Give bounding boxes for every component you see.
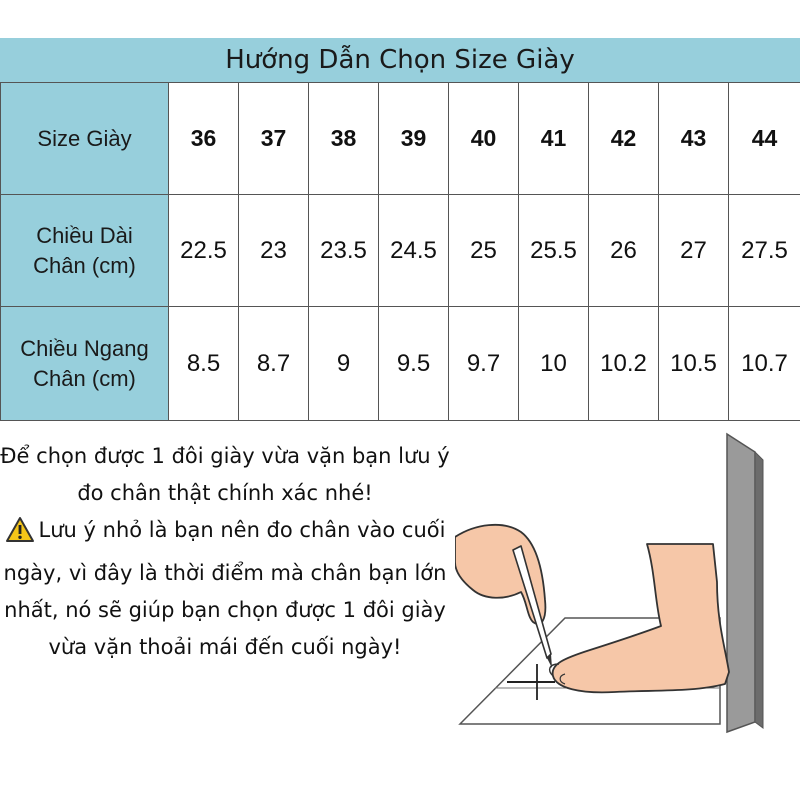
row-label-length: Chiều Dài Chân (cm) [1, 195, 169, 307]
table-cell: 10.7 [729, 307, 800, 421]
table-cell: 38 [309, 83, 379, 195]
table-cell: 39 [379, 83, 449, 195]
table-cell: 40 [449, 83, 519, 195]
table-cell: 36 [169, 83, 239, 195]
table-row-size [1, 83, 800, 195]
note-paragraph-2-text: Lưu ý nhỏ là bạn nên đo chân vào cuối ngày, vì đây là thời điểm mà chân bạn lớn nhất, nó sẽ giúp bạn chọn được 1 đôi giày vừa vặn thoải mái đến cuối ngày! [3, 518, 447, 659]
table-cell: 37 [239, 83, 309, 195]
table-cell: 10 [519, 307, 589, 421]
foot-measuring-illustration [455, 432, 785, 742]
measurement-note [0, 438, 450, 666]
table-row-width [1, 307, 800, 421]
table-cell: 9.5 [379, 307, 449, 421]
table-cell: 44 [729, 83, 800, 195]
table-cell: 23.5 [309, 195, 379, 307]
table-cell: 10.5 [659, 307, 729, 421]
row-label-size: Size Giày [1, 83, 169, 195]
table-cell: 22.5 [169, 195, 239, 307]
table-cell: 25.5 [519, 195, 589, 307]
table-cell: 27.5 [729, 195, 800, 307]
table-cell: 41 [519, 83, 589, 195]
page-title-text: Hướng Dẫn Chọn Size Giày [225, 45, 575, 75]
table-cell: 25 [449, 195, 519, 307]
note-paragraph-2 [0, 512, 450, 666]
table-cell: 10.2 [589, 307, 659, 421]
table-cell: 26 [589, 195, 659, 307]
size-chart-table [0, 82, 800, 421]
page-title [0, 38, 800, 82]
row-label-width: Chiều Ngang Chân (cm) [1, 307, 169, 421]
table-cell: 9 [309, 307, 379, 421]
table-cell: 9.7 [449, 307, 519, 421]
table-cell: 8.7 [239, 307, 309, 421]
table-cell: 43 [659, 83, 729, 195]
warning-icon [5, 516, 35, 555]
table-row-length [1, 195, 800, 307]
table-cell: 23 [239, 195, 309, 307]
table-cell: 42 [589, 83, 659, 195]
table-cell: 24.5 [379, 195, 449, 307]
table-cell: 8.5 [169, 307, 239, 421]
table-cell: 27 [659, 195, 729, 307]
note-paragraph-1: Để chọn được 1 đôi giày vừa vặn bạn lưu ý đo chân thật chính xác nhé! [0, 444, 450, 505]
